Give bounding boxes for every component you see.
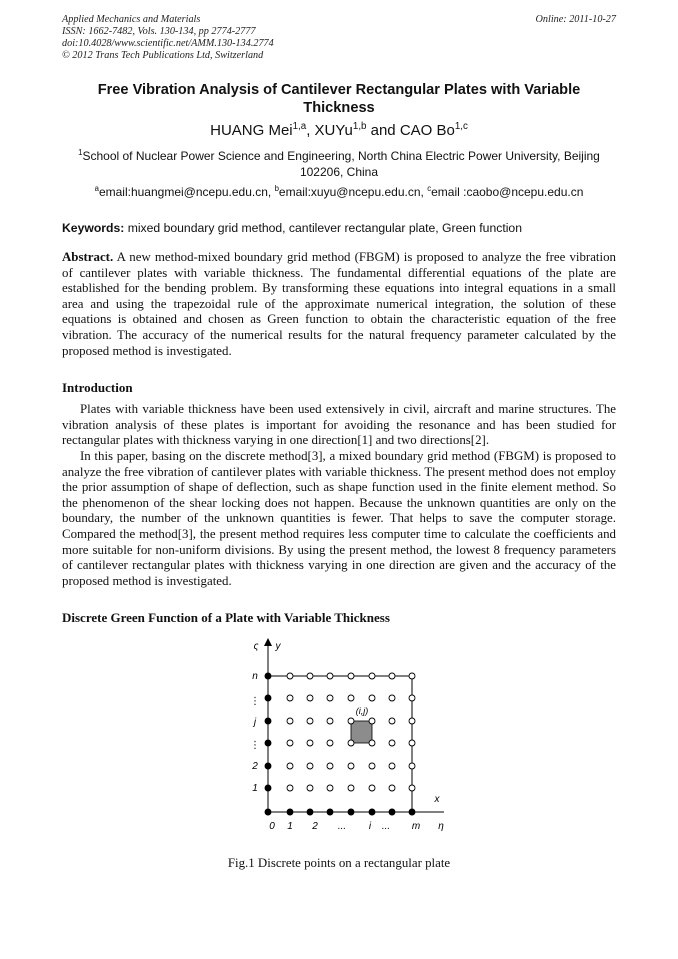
free-point xyxy=(287,740,293,746)
fixed-point xyxy=(348,809,354,815)
free-point xyxy=(389,673,395,679)
free-point xyxy=(409,763,415,769)
free-point xyxy=(369,785,375,791)
cell-ij xyxy=(351,721,372,743)
email: email:huangmei@ncepu.edu.cn, xyxy=(98,185,275,199)
row-label: n xyxy=(252,671,258,682)
journal-name: Applied Mechanics and Materials xyxy=(62,14,201,25)
axis-label-eta: η xyxy=(438,821,444,832)
fixed-point xyxy=(409,809,415,815)
email: email :caobo@ncepu.edu.cn xyxy=(431,185,584,199)
free-point xyxy=(307,695,313,701)
free-point xyxy=(348,763,354,769)
fixed-point xyxy=(307,809,313,815)
column-label: m xyxy=(411,821,421,832)
free-point xyxy=(307,785,313,791)
doi-line: doi:10.4028/www.scientific.net/AMM.130-134.2774 xyxy=(62,38,274,49)
free-point xyxy=(287,785,293,791)
free-point xyxy=(287,695,293,701)
free-point xyxy=(327,718,333,724)
fixed-point xyxy=(265,763,271,769)
column-label: 2 xyxy=(312,821,318,832)
issn-line: ISSN: 1662-7482, Vols. 130-134, pp 2774-2777 xyxy=(62,26,256,37)
row-label: 1 xyxy=(252,783,258,794)
keywords-label: Keywords: xyxy=(62,221,125,235)
free-point xyxy=(327,740,333,746)
free-point xyxy=(389,718,395,724)
author-sup: 1,a xyxy=(292,121,307,132)
y-axis-arrow-icon xyxy=(264,638,272,646)
keywords xyxy=(62,220,616,236)
fixed-point xyxy=(265,718,271,724)
affiliation-text: School of Nuclear Power Science and Engineering, North China Electric Power University, Beijing 102206, China xyxy=(82,149,600,179)
free-point xyxy=(389,785,395,791)
author-name: XUYu xyxy=(314,122,353,139)
row-label: ⋮ xyxy=(250,740,260,751)
fixed-point xyxy=(265,673,271,679)
free-point xyxy=(389,695,395,701)
author-sup: 1,b xyxy=(352,121,367,132)
free-point xyxy=(369,673,375,679)
online-date: Online: 2011-10-27 xyxy=(535,14,616,25)
grid-figure xyxy=(236,636,452,836)
free-point xyxy=(307,740,313,746)
row-label: 2 xyxy=(252,761,258,772)
row-label: j xyxy=(253,717,257,728)
abstract-text: A new method-mixed boundary grid method (FBGM) is proposed to analyze the free vibration of cantilever plates with variable thickness. The fundamental differential equations of the plate are established for the bending problem. By transforming these equations into integral equations in a small area and using the trapezoidal rule of the approximate numerical integration, the solution of these equations is obtained and chosen as Green function to obtain the characteristic equation of the free vibration. The accuracy of the numerical results for the natural frequency parameter calculated by the proposed method is investigated. xyxy=(62,250,616,358)
column-label: i xyxy=(368,821,372,832)
free-point xyxy=(287,718,293,724)
free-point xyxy=(287,673,293,679)
free-point xyxy=(348,695,354,701)
free-point xyxy=(369,763,375,769)
copyright-line: © 2012 Trans Tech Publications Ltd, Switzerland xyxy=(62,50,264,61)
free-point xyxy=(327,763,333,769)
free-point xyxy=(307,763,313,769)
fixed-point xyxy=(327,809,333,815)
author-name: CAO Bo xyxy=(399,122,455,139)
free-point xyxy=(409,718,415,724)
row-label: ⋮ xyxy=(250,696,260,707)
free-point xyxy=(409,785,415,791)
free-point xyxy=(369,695,375,701)
author-list: HUANG Mei$^{1,a}$, XUYu$^{1,b}$ and CAO Bo$^{1,c}$ xyxy=(210,121,468,139)
free-point xyxy=(348,673,354,679)
fixed-point xyxy=(369,809,375,815)
free-point xyxy=(327,695,333,701)
paragraph: Plates with variable thickness have been used extensively in civil, aircraft and marine structures. The vibration analysis of these plates is important for avoiding the resonance and has been studied for rectangular plates with thickness varying in one direction[1] and two directions[2]. xyxy=(62,402,616,448)
axis-label-x: x xyxy=(434,794,440,805)
free-point xyxy=(409,695,415,701)
figure-caption: Fig.1 Discrete points on a rectangular plate xyxy=(227,856,451,870)
email-list: $^a$email:huangmei@ncepu.edu.cn, $^b$email:xuyu@ncepu.edu.cn, $^c$email :caobo@ncepu.edu.cn xyxy=(94,184,584,199)
free-point xyxy=(348,718,354,724)
fixed-point xyxy=(265,785,271,791)
cell-label: (i,j) xyxy=(355,706,369,716)
column-label: ... xyxy=(337,821,347,832)
fixed-point xyxy=(389,809,395,815)
column-label: 0 xyxy=(269,821,275,832)
fixed-point xyxy=(265,809,271,815)
fixed-point xyxy=(265,695,271,701)
free-point xyxy=(287,763,293,769)
free-point xyxy=(348,740,354,746)
section-heading: Introduction xyxy=(62,380,133,395)
axis-label-zeta: ς xyxy=(253,641,259,652)
column-label: 1 xyxy=(287,821,293,832)
fixed-point xyxy=(265,740,271,746)
free-point xyxy=(389,740,395,746)
section-heading: Discrete Green Function of a Plate with Variable Thickness xyxy=(62,610,390,625)
email: email:xuyu@ncepu.edu.cn, xyxy=(278,185,428,199)
free-point xyxy=(369,740,375,746)
author-name: HUANG Mei xyxy=(210,122,293,139)
paragraph: In this paper, basing on the discrete method[3], a mixed boundary grid method (FBGM) is proposed to analyze the free vibration of cantilever plates with variable thickness. The present method does not employ the prior assumption of shape of deflection, such as shape function used in the finite element method. So the phenomenon of the shear locking does not happen. Because the unknown quantities are only on the boundary, the number of the unknown quantities is fewer. That helps to save the computer storage. Compared the method[3], the present method requires less computer time to calculate the coefficients and more suitable for non-uniform divisions. By using the present method, the lowest 8 frequency parameters of cantilever rectangular plates with thickness varying in one direction are given and the accuracy of the proposed method is investigated. xyxy=(62,449,616,588)
free-point xyxy=(389,763,395,769)
free-point xyxy=(307,718,313,724)
paper-title: Free Vibration Analysis of Cantilever Rectangular Plates with Variable Thickness xyxy=(97,82,581,116)
fixed-point xyxy=(287,809,293,815)
journal-header xyxy=(62,14,274,62)
column-label: ... xyxy=(381,821,391,832)
free-point xyxy=(409,673,415,679)
free-point xyxy=(327,673,333,679)
axis-label-y: y xyxy=(275,641,281,652)
free-point xyxy=(327,785,333,791)
abstract-label: Abstract. xyxy=(62,250,114,264)
free-point xyxy=(307,673,313,679)
free-point xyxy=(369,718,375,724)
affiliation: $^1$School of Nuclear Power Science and Engineering, North China Electric Power University, Beijing 102206, China xyxy=(78,148,600,179)
author-sup: 1,c xyxy=(454,121,468,132)
free-point xyxy=(348,785,354,791)
keywords-text: mixed boundary grid method, cantilever rectangular plate, Green function xyxy=(124,221,522,235)
abstract xyxy=(62,250,616,359)
free-point xyxy=(409,740,415,746)
